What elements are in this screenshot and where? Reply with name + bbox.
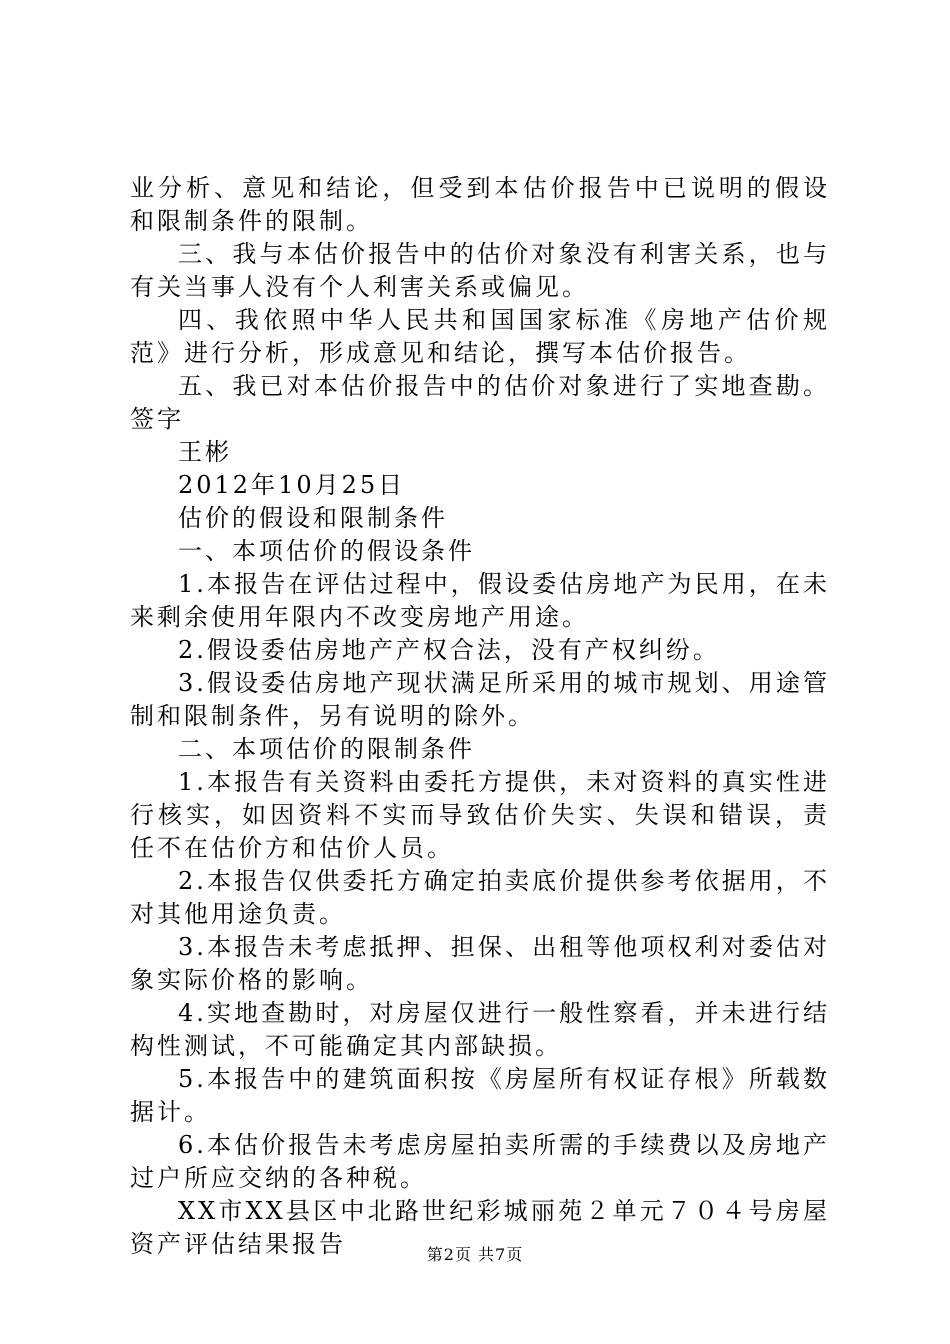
section-heading: 估价的假设和限制条件	[178, 504, 448, 532]
limitation-item-6: 6.本估价报告未考虑房屋拍卖所需的手续费以及房地产过户所应交纳的各种税。	[130, 1131, 830, 1192]
document-body	[130, 172, 830, 1261]
assumption-item-1: 1.本报告在评估过程中，假设委估房地产为民用，在未来剩余使用年限内不改变房地产用途。	[130, 570, 830, 631]
subsection-heading-assumptions: 一、本项估价的假设条件	[178, 537, 475, 565]
page-number-footer: 第2页 共7页	[426, 1245, 524, 1264]
limitation-item-4: 4.实地查勘时，对房屋仅进行一般性察看，并未进行结构性测试，不可能确定其内部缺损。	[130, 999, 830, 1060]
paragraph-4: 五、我已对本估价报告中的估价对象进行了实地查勘。签字	[130, 372, 830, 433]
limitation-item-5: 5.本报告中的建筑面积按《房屋所有权证存根》所载数据计。	[130, 1065, 830, 1126]
limitation-item-2: 2.本报告仅供委托方确定拍卖底价提供参考依据用，不对其他用途负责。	[130, 867, 830, 928]
assumption-item-3: 3.假设委估房地产现状满足所采用的城市规划、用途管制和限制条件，另有说明的除外。	[130, 669, 830, 730]
paragraph-3: 四、我依照中华人民共和国国家标准《房地产估价规范》进行分析，形成意见和结论，撰写本估价报告。	[130, 306, 830, 367]
paragraph-1: 业分析、意见和结论，但受到本估价报告中已说明的假设和限制条件的限制。	[130, 174, 830, 235]
limitation-item-3: 3.本报告未考虑抵押、担保、出租等他项权利对委估对象实际价格的影响。	[130, 933, 830, 994]
subsection-heading-limitations: 二、本项估价的限制条件	[178, 735, 475, 763]
paragraph-2: 三、我与本估价报告中的估价对象没有利害关系，也与有关当事人没有个人利害关系或偏见。	[130, 240, 830, 301]
assumption-item-2: 2.假设委估房地产产权合法，没有产权纠纷。	[178, 636, 720, 664]
limitation-item-1: 1.本报告有关资料由委托方提供，未对资料的真实性进行核实，如因资料不实而导致估价失实、失误和错误，责任不在估价方和估价人员。	[130, 768, 830, 862]
signature-name: 王彬	[178, 438, 232, 466]
report-title: XX市XX县区中北路世纪彩城丽苑２单元７０４号房屋资产评估结果报告	[130, 1197, 830, 1258]
signature-date: 2012年10月25日	[178, 471, 406, 499]
